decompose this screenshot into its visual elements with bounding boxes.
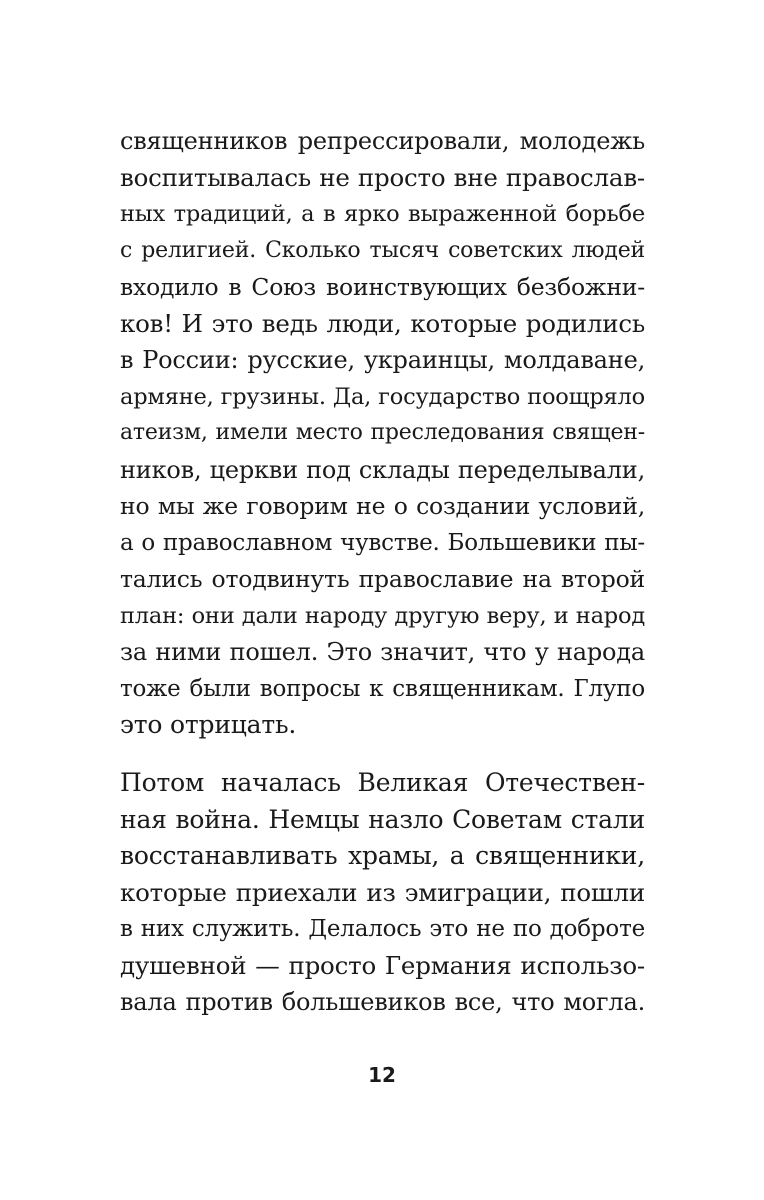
text-line: план: они дали народу другую веру, и народ [120,602,645,629]
text-line: тоже были вопросы к священникам. Глупо [120,675,645,702]
text-line: душевной — просто Германия использо- [120,950,645,980]
text-line: которые приехали из эмиграции, пошли [120,877,645,907]
text-line: входило в Союз воинствующих безбожни- [120,273,645,301]
text-line: ная война. Немцы назло Советам стали [120,804,645,834]
text-line: священников репрессировали, молодежь [120,127,645,155]
text-line: Потом началась Великая Отечествен- [120,768,645,797]
text-line: а о православном чувстве. Большевики пы- [120,529,645,556]
text-line: в России: русские, украинцы, молдаване, [120,346,645,374]
page-number: 12 [368,1063,396,1087]
text-line: воспитывалась не просто вне православ- [120,162,645,192]
text-line: ков! И это ведь люди, которые родились [120,308,645,338]
text-line: восстанавливать храмы, а священники, [120,841,645,870]
text-line: но мы же говорим не о создании условий, [120,492,645,520]
paragraph-2 [120,765,645,1021]
text-line: ных традиций, а в ярко выраженной борьбе [120,201,645,227]
text-line: с религией. Сколько тысяч советских людей [120,237,645,263]
text-line: за ними пошел. Это значит, что у народа [120,638,645,666]
text-line: тались отодвинуть православие на второй [120,565,645,593]
text-line: в них служить. Делалось это не по доброте [120,916,645,942]
text-line: армяне, грузины. Да, государство поощряло [120,383,645,410]
text-line: ников, церкви под склады переделывали, [120,455,645,484]
paragraph-1 [120,123,645,744]
text-line: атеизм, имели место преследования священ- [120,420,645,445]
text-line: это отрицать. [120,710,297,739]
text-line: вала против большевиков все, что могла. [120,988,645,1016]
